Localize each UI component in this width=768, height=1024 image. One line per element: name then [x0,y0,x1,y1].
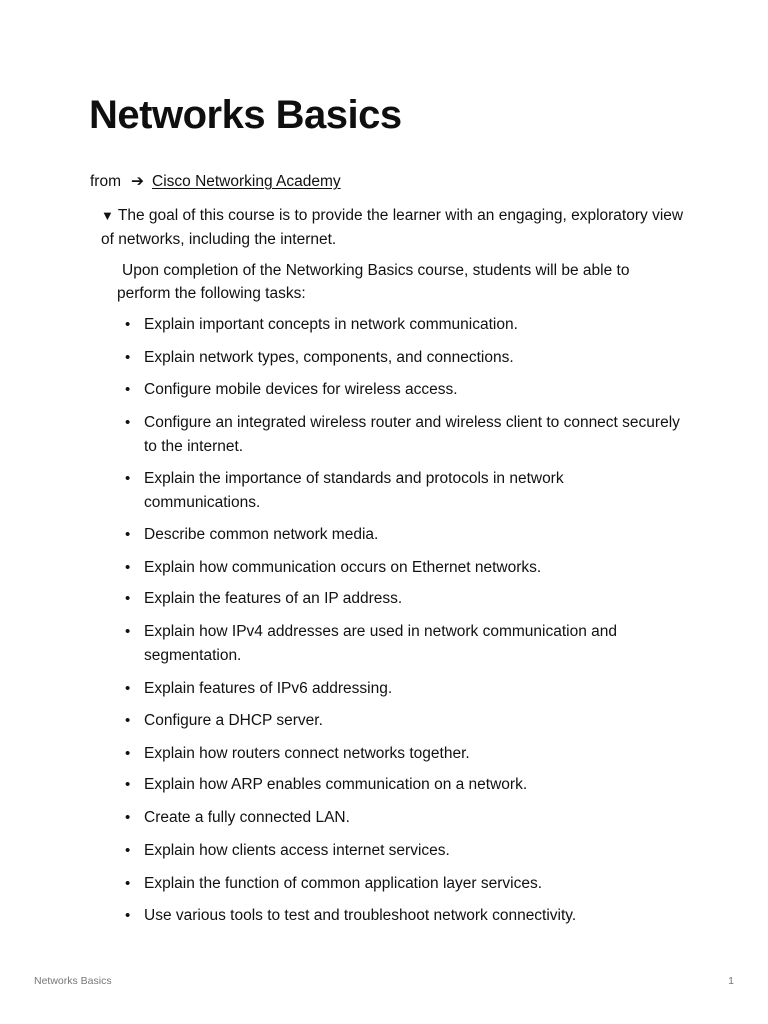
bullet-icon: • [125,809,131,826]
list-item [125,587,684,611]
list-item [125,556,684,580]
bullet-icon: • [125,349,131,366]
bullet-icon: • [125,623,131,640]
bullet-icon: • [125,526,131,543]
list-item [125,378,684,402]
list-item-text: Create a fully connected LAN. [144,809,350,826]
toggle-summary-text: The goal of this course is to provide the learner with an engaging, exploratory view of networks, including the internet. [101,207,684,248]
list-item [125,742,684,766]
list-item [125,313,684,337]
list-item [125,773,684,797]
footer-document-title: Networks Basics [34,975,112,987]
arrow-right-icon: ➔ [131,173,144,190]
list-item [125,904,684,928]
bullet-icon: • [125,842,131,859]
list-item-text: Explain the features of an IP address. [144,590,403,607]
list-item-text: Explain the function of common application layer services. [144,875,543,892]
bullet-icon: • [125,590,131,607]
bullet-icon: • [125,559,131,576]
list-item-text: Explain the importance of standards and protocols in network communications. [144,470,564,511]
list-item-text: Configure a DHCP server. [144,712,323,729]
list-item-text: Describe common network media. [144,526,379,543]
intro-paragraph: Upon completion of the Networking Basics course, students will be able to perform the following tasks: [117,262,630,302]
list-item [125,872,684,896]
list-item-text: Configure mobile devices for wireless access. [144,381,458,398]
list-item-text: Explain how communication occurs on Ethernet networks. [144,559,542,576]
source-link[interactable]: Cisco Networking Academy [152,173,341,190]
list-item-text: Explain how routers connect networks together. [144,745,470,762]
bullet-icon: • [125,470,131,487]
bullet-icon: • [125,680,131,697]
source-prefix: from [90,173,121,190]
list-item-text: Configure an integrated wireless router and wireless client to connect securely to the internet. [144,414,680,455]
list-item [125,467,684,515]
list-item [125,346,684,370]
bullet-icon: • [125,712,131,729]
list-item-text: Use various tools to test and troubleshoot network connectivity. [144,907,577,924]
source-line [90,171,341,193]
list-item-text: Explain how ARP enables communication on a network. [144,776,528,793]
bullet-icon: • [125,381,131,398]
bullet-icon: • [125,776,131,793]
list-item [125,523,684,547]
list-item [125,806,684,830]
bullet-icon: • [125,745,131,762]
toggle-block [101,204,691,252]
toggle-summary[interactable] [101,204,691,252]
list-item [125,411,684,459]
list-item-text: Explain how clients access internet services. [144,842,450,859]
list-item [125,709,684,733]
list-item [125,839,684,863]
bullet-icon: • [125,875,131,892]
bullet-icon: • [125,414,131,431]
list-item-text: Explain how IPv4 addresses are used in network communication and segmentation. [144,623,618,664]
footer-page-number: 1 [728,975,734,987]
page-title: Networks Basics [89,93,402,137]
list-item-text: Explain features of IPv6 addressing. [144,680,393,697]
list-item [125,620,684,668]
toggle-triangle-icon[interactable]: ▼ [101,208,114,223]
list-item-text: Explain important concepts in network communication. [144,316,518,333]
list-item-text: Explain network types, components, and connections. [144,349,514,366]
bullet-icon: • [125,907,131,924]
bullet-icon: • [125,316,131,333]
list-item [125,677,684,701]
